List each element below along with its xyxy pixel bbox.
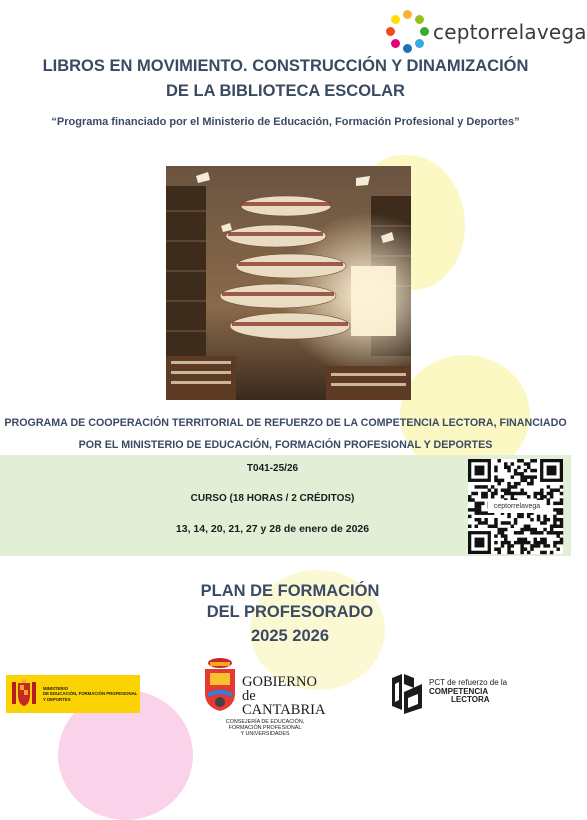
- spain-coat-of-arms-icon: [11, 679, 37, 709]
- ministerio-text: [43, 686, 139, 702]
- program-line: PROGRAMA DE COOPERACIÓN TERRITORIAL DE REFUERZO DE LA COMPETENCIA LECTORA, FINANCIADO: [4, 417, 567, 429]
- ministerio-text-line: MINISTERIO: [43, 686, 69, 692]
- cep-logo-mark-icon: [385, 10, 429, 54]
- pct-text: [429, 679, 507, 705]
- gobierno-text-line: CANTABRIA: [242, 702, 326, 718]
- plan-year: 2025 2026: [251, 627, 329, 645]
- pct-text-line: LECTORA: [451, 695, 490, 705]
- consejeria-text-line: CONSEJERÍA DE EDUCACIÓN,: [225, 719, 305, 725]
- gobierno-cantabria-logo: [200, 655, 330, 745]
- pct-text-line: COMPETENCIA: [429, 686, 489, 696]
- program-description: [0, 412, 571, 456]
- consejeria-text-line: Y UNIVERSIDADES: [240, 731, 290, 737]
- cep-torrelavega-logo: [385, 10, 587, 54]
- ministerio-text-line: Y DEPORTES: [43, 696, 71, 702]
- cantabria-coat-of-arms-icon: [202, 657, 238, 715]
- course-type: CURSO (18 HORAS / 2 CRÉDITOS): [190, 493, 355, 504]
- consejeria-text: [205, 719, 325, 737]
- consejeria-text-line: FORMACIÓN PROFESIONAL: [228, 725, 302, 731]
- plan-title-line: PLAN DE FORMACIÓN: [200, 582, 380, 600]
- gobierno-text: [242, 675, 325, 717]
- page-title-line: DE LA BIBLIOTECA ESCOLAR: [166, 82, 405, 100]
- qr-code[interactable]: [468, 459, 563, 554]
- qr-code-label: ceptorrelavega: [488, 500, 546, 513]
- course-code: T041-25/26: [246, 463, 299, 474]
- program-line: POR EL MINISTERIO DE EDUCACIÓN, FORMACIÓN PROFESIONAL Y DEPORTES: [78, 439, 493, 451]
- cep-logo-text: ceptorrelavega: [433, 20, 587, 44]
- page-title: [0, 54, 571, 104]
- page-subtitle: “Programa financiado por el Ministerio de Educación, Formación Profesional y Deportes”: [51, 116, 520, 128]
- pct-logo-icon: [390, 670, 424, 714]
- library-books-image: [166, 166, 411, 400]
- plan-title: [180, 581, 400, 623]
- gobierno-text-line: de: [242, 688, 256, 704]
- page-title-line: LIBROS EN MOVIMIENTO. CONSTRUCCIÓN Y DINAMIZACIÓN: [42, 57, 529, 75]
- pct-text-line: PCT de refuerzo de la: [429, 678, 508, 688]
- pct-competencia-lectora-logo: [390, 670, 507, 714]
- gobierno-text-line: GOBIERNO: [242, 674, 317, 690]
- plan-title-line: DEL PROFESORADO: [206, 603, 374, 621]
- course-dates: 13, 14, 20, 21, 27 y 28 de enero de 2026: [175, 523, 370, 535]
- ministerio-logo: [6, 675, 140, 713]
- ministerio-text-line: DE EDUCACIÓN, FORMACIÓN PROFESIONAL: [43, 691, 138, 697]
